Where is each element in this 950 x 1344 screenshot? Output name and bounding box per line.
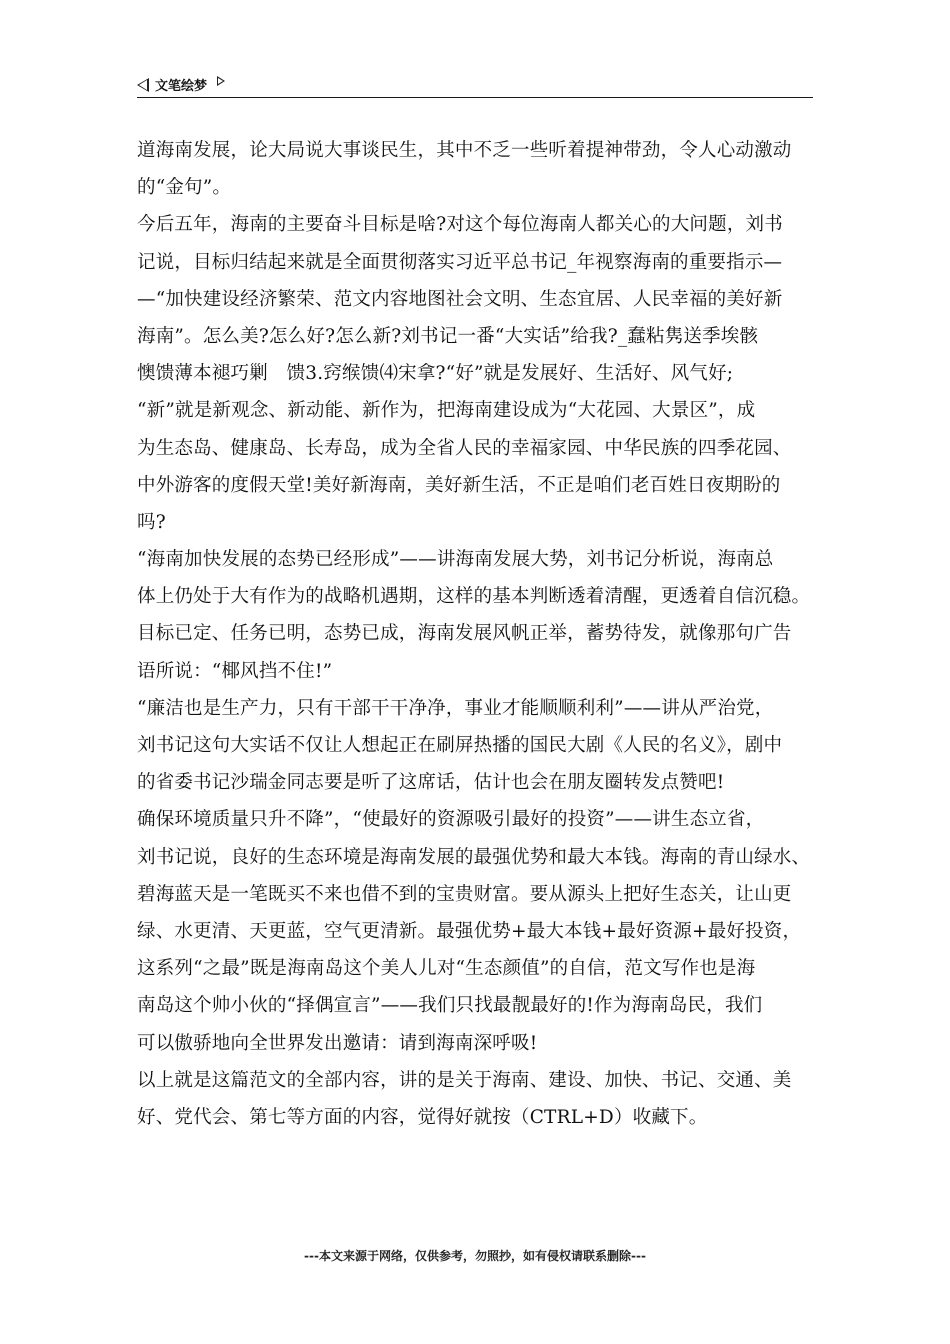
body-line: 刘书记说，良好的生态环境是海南发展的最强优势和最大本钱。海南的青山绿水、 [137,846,811,868]
body-line: 刘书记这句大实话不仅让人想起正在刷屏热播的国民大剧《人民的名义》，剧中 [137,735,783,756]
body-line: 绿、水更清、天更蓝，空气更清新。最强优势+最大本钱+最好资源+最好投资， [137,920,802,942]
body-line: 记说，目标归结起来就是全面贯彻落实习近平总书记_年视察海南的重要指示— [137,251,783,273]
document-body [137,132,817,1136]
body-line: 南岛这个帅小伙的“择偶宣言”——我们只找最靓最好的!作为海南岛民，我们 [137,995,763,1017]
body-line: 好、党代会、第七等方面的内容，觉得好就按（CTRL+D）收藏下。 [137,1106,708,1128]
body-line: 体上仍处于大有作为的战略机遇期，这样的基本判断透着清醒，更透着自信沉稳。 [137,586,811,608]
body-line: 今后五年，海南的主要奋斗目标是啥?对这个每位海南人都关心的大问题，刘书 [137,214,783,236]
body-line: 可以傲骄地向全世界发出邀请：请到海南深呼吸! [137,1032,538,1054]
header-brand [137,75,225,94]
body-line: “海南加快发展的态势已经形成”——讲海南发展大势，刘书记分析说，海南总 [137,549,774,571]
body-line: 海南”。怎么美?怎么好?怎么新?刘书记一番“大实话”给我?_蠢粘隽送季埃骸 [137,325,759,347]
body-line: —“加快建设经济繁荣、范文内容地图社会文明、生态宜居、人民幸福的美好新 [137,288,783,310]
body-line: 目标已定、任务已明，态势已成，海南发展风帆正举，蓄势待发，就像那句广告 [137,623,792,645]
triangle-right-icon [217,76,225,86]
body-line: 懊馈薄本褪巧剿 馈3.窍缑馈⑷宋拿?“好”就是发展好、生活好、风气好; [137,363,734,385]
body-line: 确保环境质量只升不降”，“使最好的资源吸引最好的投资”——讲生态立省， [137,809,765,831]
body-line: 的省委书记沙瑞金同志要是听了这席话，估计也会在朋友圈转发点赞吧! [137,772,725,794]
body-line: 碧海蓝天是一笔既买不来也借不到的宝贵财富。要从源头上把好生态关，让山更 [137,883,792,905]
triangle-left-icon [137,78,149,92]
body-line: “廉洁也是生产力，只有干部干干净净，事业才能顺顺利利”——讲从严治党， [137,697,774,719]
body-line: 中外游客的度假天堂!美好新海南，美好新生活，不正是咱们老百姓日夜期盼的 [137,474,781,496]
body-line: 吗? [137,511,166,533]
header-title: 文笔绘梦 [155,79,208,94]
page-header [137,73,813,98]
body-line: “新”就是新观念、新动能、新作为，把海南建设成为“大花园、大景区”，成 [137,400,756,422]
page-footer: ---本文来源于网络，仅供参考，勿照抄，如有侵权请联系删除--- [304,1249,646,1263]
body-line: 为生态岛、健康岛、长寿岛，成为全省人民的幸福家园、中华民族的四季花园、 [137,437,792,459]
body-line: 以上就是这篇范文的全部内容，讲的是关于海南、建设、加快、书记、交通、美 [137,1069,792,1091]
body-line: 的“金句”。 [137,177,232,199]
body-line: 语所说：“椰风挡不住!” [137,660,333,682]
body-line: 道海南发展，论大局说大事谈民生，其中不乏一些听着提神带劲，令人心动激动 [137,140,792,161]
body-line: 这系列“之最”既是海南岛这个美人儿对“生态颜值”的自信，范文写作也是海 [137,958,756,980]
